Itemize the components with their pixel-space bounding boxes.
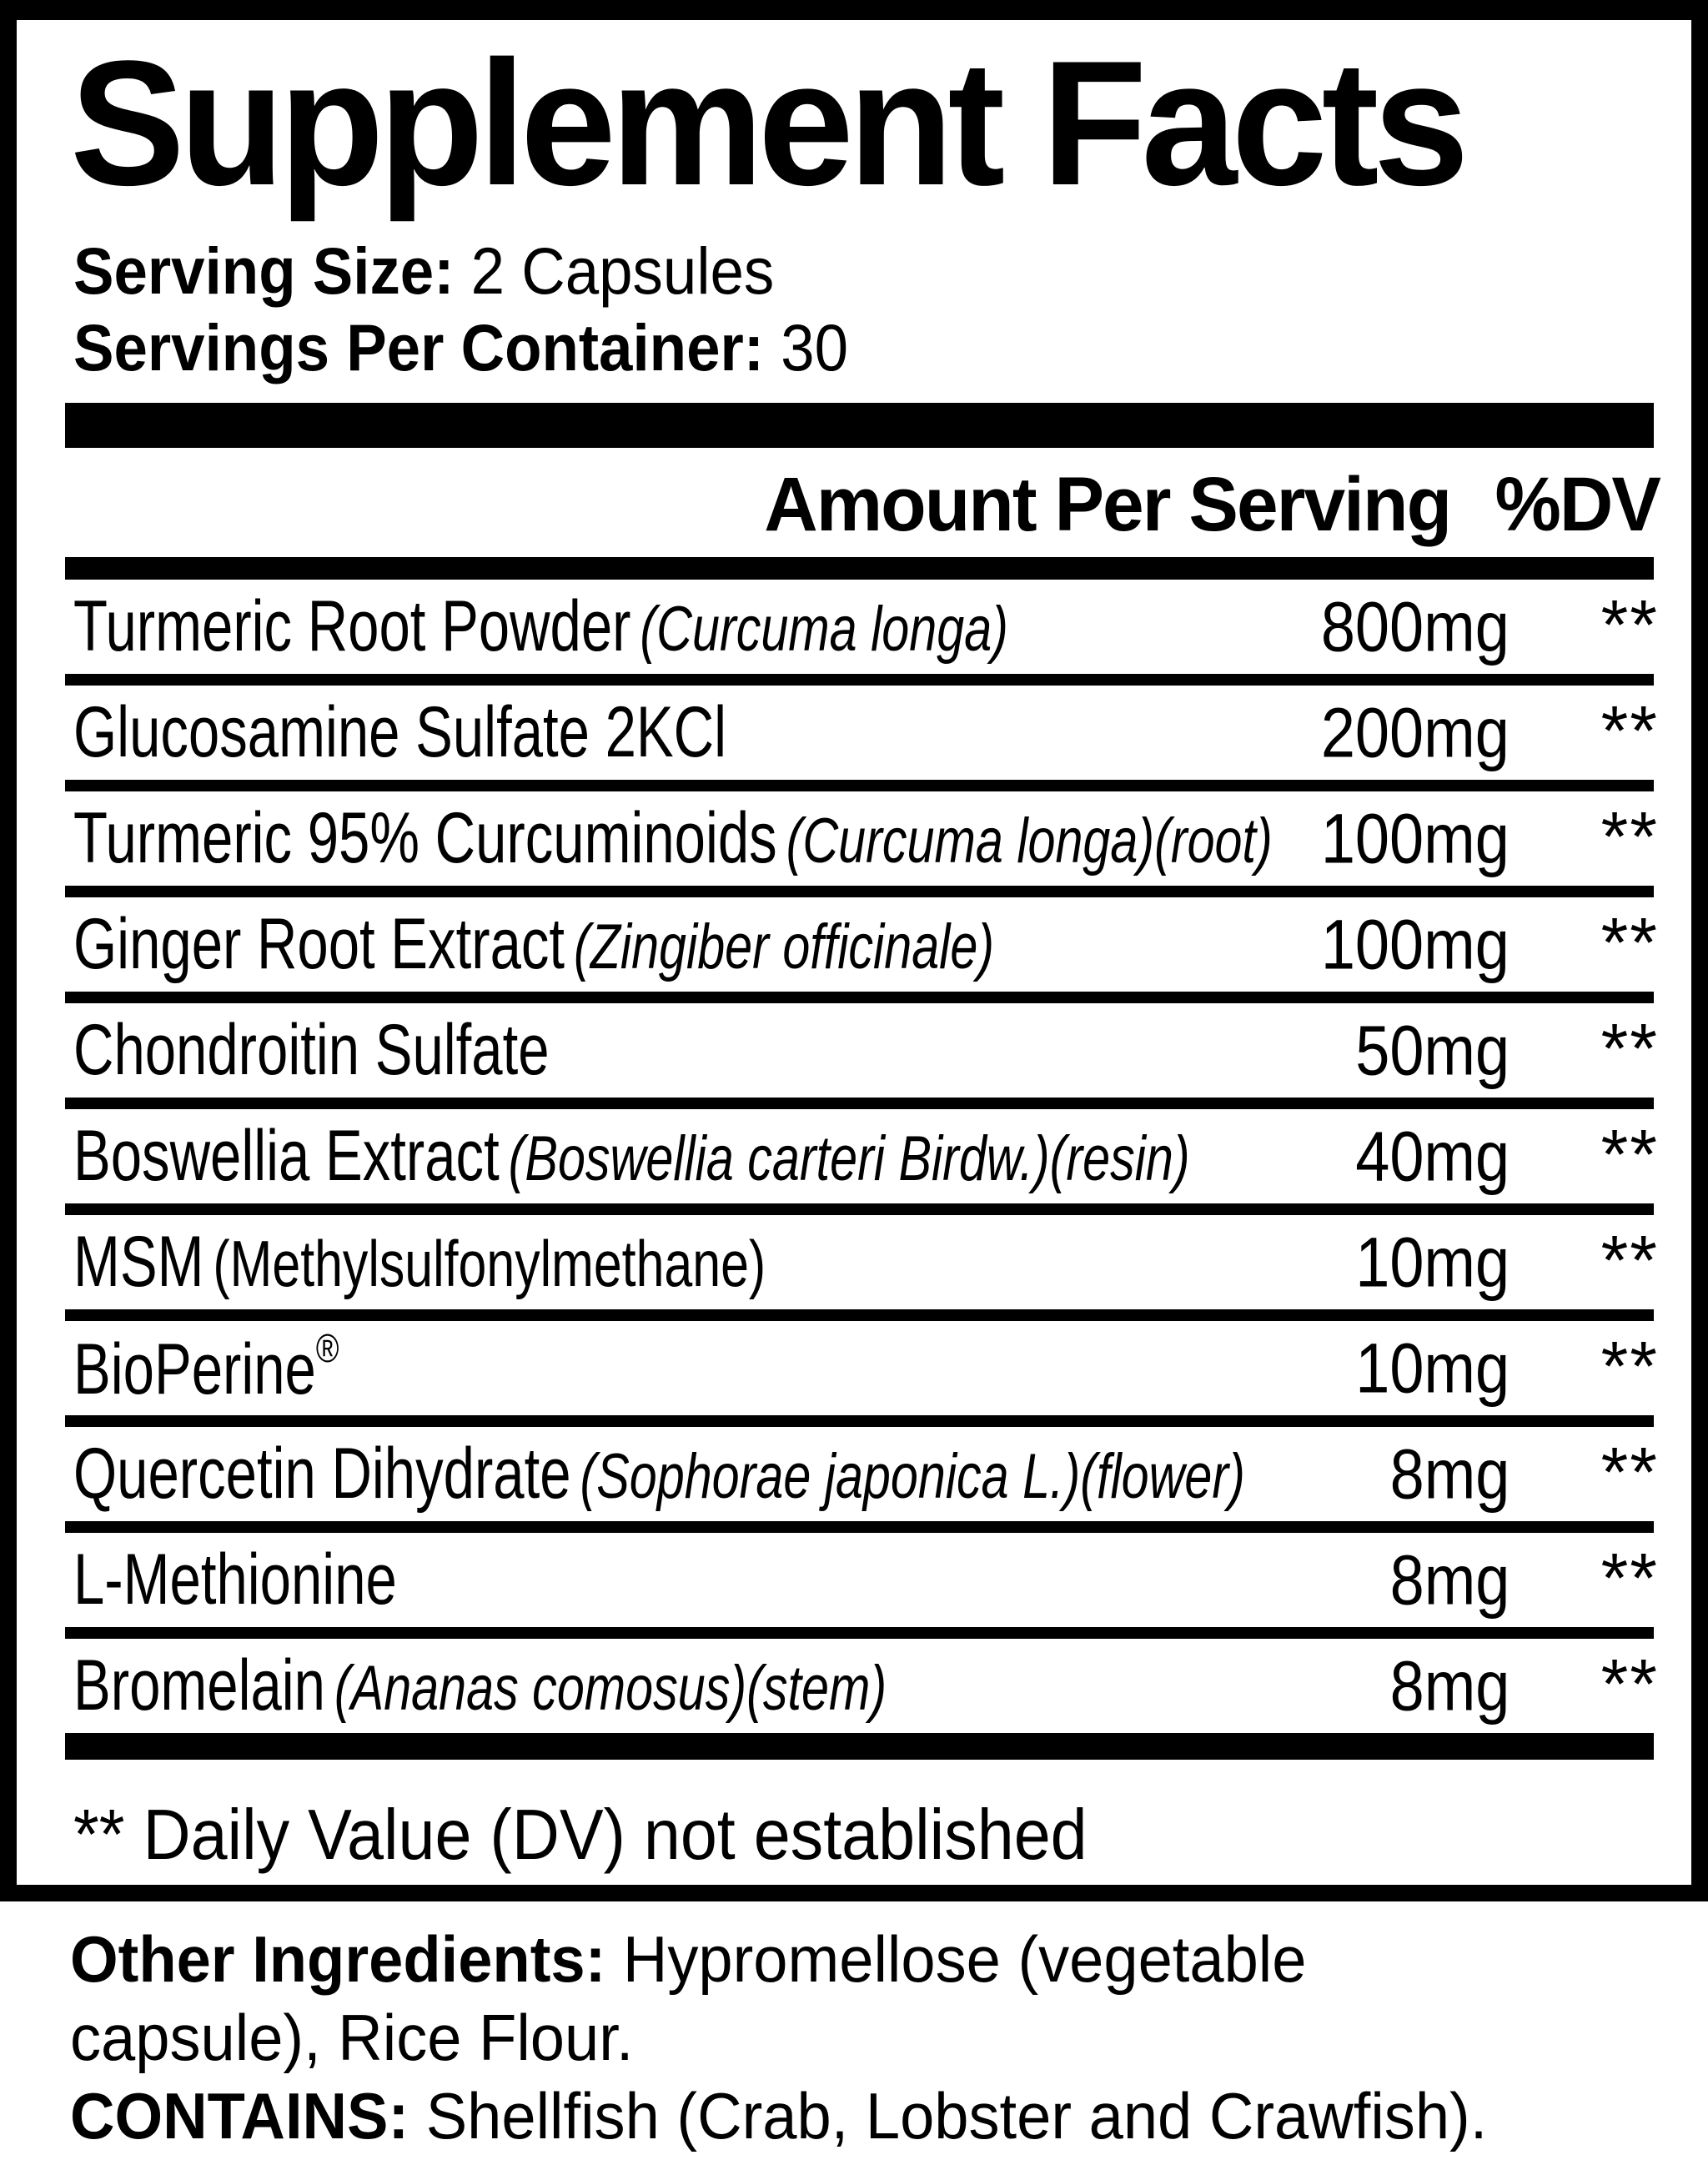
row-divider: [65, 886, 1654, 897]
page-title: Supplement Facts: [70, 24, 1464, 223]
other-ingredients-line2: [70, 1998, 1626, 2077]
ingredient-amount: 10mg: [1355, 1223, 1510, 1302]
row-divider: [65, 1098, 1654, 1109]
ingredient-row: [17, 1321, 1691, 1415]
row-divider: [65, 780, 1654, 791]
ingredient-botanical: (Sophorae japonica L.)(flower): [580, 1441, 1245, 1513]
row-divider: [65, 992, 1654, 1003]
row-divider: [65, 1415, 1654, 1427]
ingredient-row: [17, 580, 1691, 674]
ingredient-name: BioPerine: [73, 1329, 316, 1409]
ingredient-name: Ginger Root Extract: [73, 904, 565, 985]
ingredient-row: [17, 1639, 1691, 1733]
ingredient-botanical: (Ananas comosus)(stem): [334, 1653, 887, 1725]
ingredient-amount: 200mg: [1320, 693, 1510, 772]
contains-text: Shellfish (Crab, Lobster and Crawfish).: [425, 2079, 1488, 2152]
ingredient-amount: 8mg: [1389, 1646, 1510, 1725]
other-ingredients-text1: Hypromellose (vegetable: [622, 1922, 1307, 1996]
ingredient-row: [17, 686, 1691, 780]
serving-size-line: [73, 233, 1562, 309]
registered-mark-icon: ®: [315, 1326, 339, 1371]
contains-line: [70, 2077, 1626, 2155]
ingredient-name: Quercetin Dihydrate: [73, 1434, 571, 1515]
row-divider: [65, 1203, 1654, 1215]
row-divider: [65, 674, 1654, 686]
ingredient-name: Bromelain: [73, 1645, 325, 1726]
ingredient-amount: 8mg: [1389, 1434, 1510, 1514]
servings-per-container-line: [73, 309, 1562, 386]
ingredient-amount: 800mg: [1320, 587, 1510, 666]
ingredient-row: [17, 791, 1691, 886]
ingredient-row: [17, 1427, 1691, 1521]
ingredient-botanical: (Boswellia carteri Birdw.)(resin): [508, 1123, 1190, 1195]
ingredient-name: Chondroitin Sulfate: [73, 1010, 550, 1091]
ingredient-dv: **: [1600, 1327, 1659, 1406]
row-divider: [65, 1521, 1654, 1533]
ingredient-row: [17, 1533, 1691, 1627]
amount-per-serving-header: Amount Per Serving: [764, 462, 1451, 548]
servings-per-container-value: 30: [781, 310, 849, 385]
ingredient-dv: **: [1600, 1009, 1659, 1088]
ingredient-amount: 100mg: [1320, 905, 1510, 984]
row-divider: [65, 1627, 1654, 1639]
ingredient-row: [17, 897, 1691, 992]
ingredient-name: Glucosamine Sulfate 2KCl: [73, 692, 726, 773]
ingredient-name: L-Methionine: [73, 1540, 397, 1620]
ingredient-botanical: (Methylsulfonylmethane): [213, 1227, 766, 1301]
other-ingredients-label: Other Ingredients:: [70, 1922, 606, 1996]
top-divider: [65, 403, 1654, 448]
ingredient-dv: **: [1600, 1433, 1659, 1512]
ingredient-name: MSM: [73, 1222, 204, 1303]
ingredient-botanical: (Curcuma longa): [640, 594, 1008, 666]
ingredient-amount: 8mg: [1389, 1540, 1510, 1620]
serving-size-label: Serving Size:: [73, 234, 455, 309]
table-header: [17, 448, 1691, 557]
ingredient-name: Turmeric 95% Curcuminoids: [73, 798, 777, 879]
ingredient-row: [17, 1109, 1691, 1203]
serving-size-value: 2 Capsules: [470, 234, 775, 309]
servings-per-container-label: Servings Per Container:: [73, 310, 764, 385]
ingredient-name: Boswellia Extract: [73, 1116, 500, 1197]
ingredient-row: [17, 1003, 1691, 1098]
ingredient-amount: 50mg: [1355, 1011, 1510, 1090]
ingredient-name: Turmeric Root Powder: [73, 586, 631, 667]
contains-label: CONTAINS:: [70, 2079, 409, 2152]
ingredient-amount: 100mg: [1320, 799, 1510, 878]
ingredient-dv: **: [1600, 585, 1659, 665]
ingredient-amount: 40mg: [1355, 1117, 1510, 1196]
ingredient-botanical: (Zingiber officinale): [573, 912, 995, 983]
ingredient-dv: **: [1600, 1115, 1659, 1194]
ingredient-botanical: (Curcuma longa)(root): [786, 806, 1273, 877]
ingredient-dv: **: [1600, 1221, 1659, 1300]
ingredient-row: [17, 1215, 1691, 1309]
table-end-divider: [65, 1733, 1654, 1760]
dv-footnote: ** Daily Value (DV) not established: [73, 1796, 1088, 1876]
header-divider: [65, 557, 1654, 580]
ingredient-amount: 10mg: [1355, 1329, 1510, 1408]
ingredient-dv: **: [1600, 691, 1659, 771]
dv-header: %DV: [1494, 462, 1660, 548]
other-ingredients-section: [0, 1901, 1708, 2155]
other-ingredients-line1: [70, 1920, 1626, 1998]
ingredient-dv: **: [1600, 903, 1659, 982]
ingredient-dv: **: [1600, 1539, 1659, 1618]
serving-info: [73, 233, 1691, 386]
ingredient-dv: **: [1600, 797, 1659, 877]
ingredient-dv: **: [1600, 1645, 1659, 1724]
other-ingredients-text2: capsule), Rice Flour.: [70, 2001, 634, 2074]
row-divider: [65, 1309, 1654, 1321]
ingredient-table: [17, 580, 1691, 1733]
